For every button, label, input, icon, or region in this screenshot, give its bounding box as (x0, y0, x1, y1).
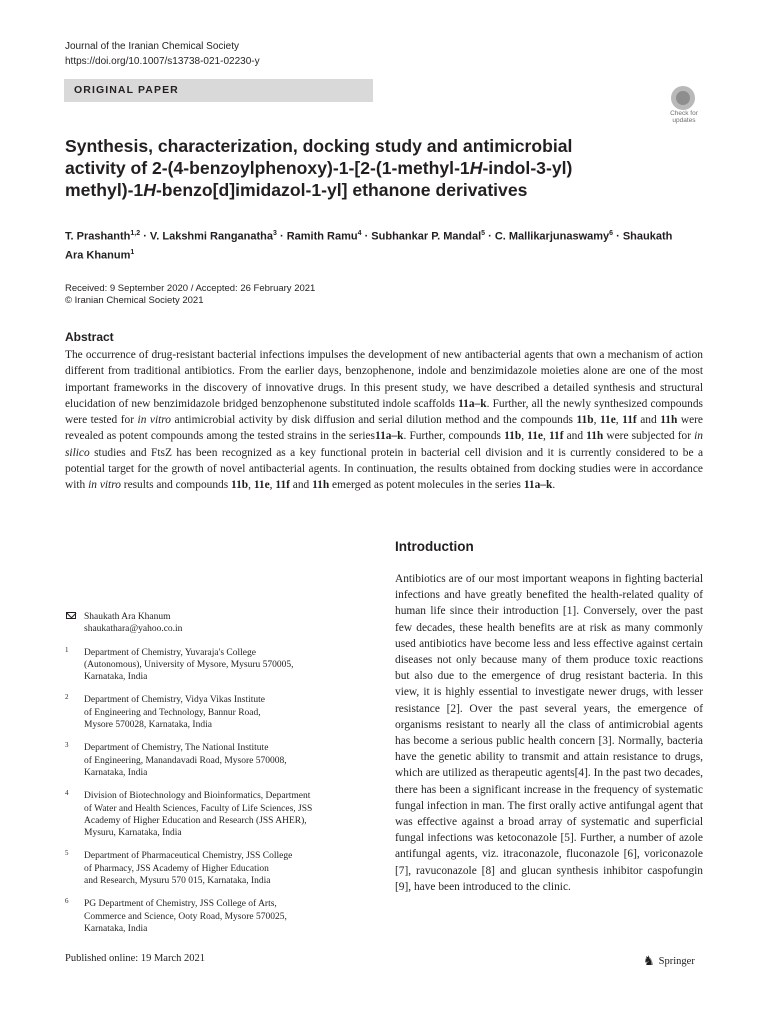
received-accepted-dates: Received: 9 September 2020 / Accepted: 26 February 2021 (65, 283, 316, 294)
affiliation-line: PG Department of Chemistry, JSS College of Arts, (84, 899, 277, 910)
abstract-text: The occurrence of drug-resistant bacterial infections impulses the development of new antibacterial agents that own a mechanism of action different from traditional antibiotics. From the earlier days, benzophenone, indole and benzimidazole moieties alone are one of the most important frameworks in the discovery of innovative drugs. In this present study, we have described a detailed synthesis and structural elucidation of new benzimidazole bridged benzophenone substituted indole scaffolds 11a–k. Further, all the newly synthesized compounds were tested for in vitro antimicrobial activity by disk diffusion and serial dilution method and the compounds 11b, 11e, 11f and 11h were revealed as potent compounds among the tested strains in the series11a–k. Further, compounds 11b, 11e, 11f and 11h were subjected for in silico studies and FtsZ has been recognized as a key functional protein in bacterial cell division and it is currently considered to be a potential target for the growth of novel antibacterial agents. In continuation, the results obtained from docking studies were in accordance with in vitro results and compounds 11b, 11e, 11f and 11h emerged as potent molecules in the series 11a–k. (65, 349, 703, 492)
affiliation-line: Commerce and Science, Ooty Road, Mysore 570025, (84, 911, 287, 922)
publisher-name: Springer (658, 956, 695, 967)
author-name: Subhankar P. Mandal (371, 230, 482, 243)
affiliation-item (65, 647, 355, 684)
affiliation-item (65, 694, 355, 731)
publisher-logo (643, 953, 695, 969)
affiliation-line: Academy of Higher Education and Research (JSS AHER), (84, 815, 307, 826)
corresponding-author-name: Shaukath Ara Khanum (84, 612, 171, 622)
affiliation-line: of Engineering and Technology, Bannur Road, (84, 707, 261, 718)
author-affiliation-mark: 4 (357, 230, 362, 237)
affiliation-line: of Engineering, Manandavadi Road, Mysore 570008, (84, 755, 287, 766)
affiliation-line: Mysore 570028, Karnataka, India (84, 720, 212, 731)
author-footnotes (65, 611, 355, 946)
author-name: Shaukath Ara Khanum (65, 230, 673, 262)
envelope-icon (66, 612, 76, 619)
author-affiliation-mark: 3 (273, 230, 277, 237)
affiliation-item (65, 898, 355, 935)
author-affiliation-mark: 6 (609, 230, 614, 237)
author-list: T. Prashanth$^{1,2}$ · V. Lakshmi Ranganatha$^3$ · Ramith Ramu$^4$ · Subhankar P. Mandal$^5$ · C. Mallikarjunaswamy$^6$ · Shaukath Ara Khanum$^1$ (65, 230, 673, 262)
author-affiliation-mark: 1 (130, 248, 135, 256)
check-for-updates-badge[interactable] (664, 86, 704, 126)
springer-horse-icon: ♞ (643, 953, 655, 968)
affiliation-line: Department of Pharmaceutical Chemistry, JSS College (84, 851, 293, 862)
affiliation-line: Department of Chemistry, Vidya Vikas Institute (84, 695, 266, 706)
check-updates-label: Check for updates (670, 110, 698, 124)
article-title: Synthesis, characterization, docking study and antimicrobial activity of 2-(4-benzoylphenoxy)-1-[2-(1-methyl-1H-indol-3-yl) methyl)-1H-benzo[d]imidazol-1-yl] ethanone derivatives (65, 136, 573, 200)
affiliation-number: 2 (65, 693, 69, 702)
introduction-text: Antibiotics are of our most important weapons in fighting bacterial infections and have greatly benefited the health-related quality of human life since their introduction [1]. Conversely, over the past few decades, these health benefits are at risk as many commonly used antibiotics have become less and less effective against certain diseases not only because many of them produce toxic reactions but also due to the emergence of drug resistant bacteria. In this view, it is highly essential to investigate newer drugs, with lesser resistance [2]. Over the past several years, the emergence of organisms resistant to nearly all the class of antimicrobial agents has become a serious public health concern [3]. Normally, bacteria have the genetic ability to transmit and attain resistance to drugs, which are utilized as therapeutic agents[4]. In the past two decades, there has been a significant increase in the frequency of systematic fungal infection in man. The first orally active antifungal agent that was effective against a broad array of systematic and superficial fungal infections was ketoconazole [5]. Further, a number of azole antifungal agents, viz. itraconazole, fluconazole [6], voriconazole [7], ravuconazole [8] and glucan synthesis inhibitor caspofungin [9], have been introduced to the clinic. (395, 573, 703, 893)
affiliation-number: 5 (65, 849, 69, 858)
author-name: V. Lakshmi Ranganatha (149, 230, 274, 243)
abstract-heading: Abstract (65, 330, 114, 344)
affiliation-line: Division of Biotechnology and Bioinformatics, Department (84, 791, 311, 802)
affiliation-line: and Research, Mysuru 570 015, Karnataka, India (84, 876, 271, 887)
affiliation-line: (Autonomous), University of Mysore, Mysuru 570005, (84, 659, 294, 670)
paper-type-label: ORIGINAL PAPER (74, 84, 179, 96)
paper-type-banner (64, 79, 373, 102)
correspondence-note (65, 611, 355, 636)
affiliation-item (65, 850, 355, 887)
affiliation-item (65, 742, 355, 779)
affiliation-line: Karnataka, India (84, 923, 148, 934)
affiliation-line: of Water and Health Sciences, Faculty of Life Sciences, JSS (84, 803, 313, 814)
journal-name: Journal of the Iranian Chemical Society (65, 41, 239, 52)
affiliation-number: 3 (65, 741, 69, 750)
corresponding-author-email[interactable]: shaukathara@yahoo.co.in (84, 624, 183, 635)
author-affiliation-mark: 5 (481, 230, 486, 237)
affiliation-line: Mysuru, Karnataka, India (84, 828, 182, 839)
check-updates-icon (671, 86, 695, 110)
doi-link[interactable]: https://doi.org/10.1007/s13738-021-02230-y (65, 56, 260, 67)
affiliation-number: 4 (65, 789, 69, 798)
affiliation-number: 6 (65, 897, 69, 906)
affiliation-line: Karnataka, India (84, 672, 148, 683)
author-name: C. Mallikarjunaswamy (494, 230, 610, 243)
affiliation-number: 1 (65, 645, 69, 654)
affiliation-line: Department of Chemistry, The National Institute (84, 743, 269, 754)
copyright-notice: © Iranian Chemical Society 2021 (65, 295, 204, 306)
affiliation-line: Department of Chemistry, Yuvaraja's College (84, 647, 256, 658)
author-affiliation-mark: 1,2 (130, 230, 141, 237)
affiliation-line: Karnataka, India (84, 767, 148, 778)
author-name: Ramith Ramu (286, 230, 358, 243)
author-name: T. Prashanth (65, 230, 131, 243)
introduction-heading: Introduction (395, 539, 474, 554)
affiliation-list (65, 647, 355, 936)
affiliation-line: of Pharmacy, JSS Academy of Higher Education (84, 863, 269, 874)
affiliation-item (65, 790, 355, 839)
published-online-date: Published online: 19 March 2021 (65, 953, 205, 964)
